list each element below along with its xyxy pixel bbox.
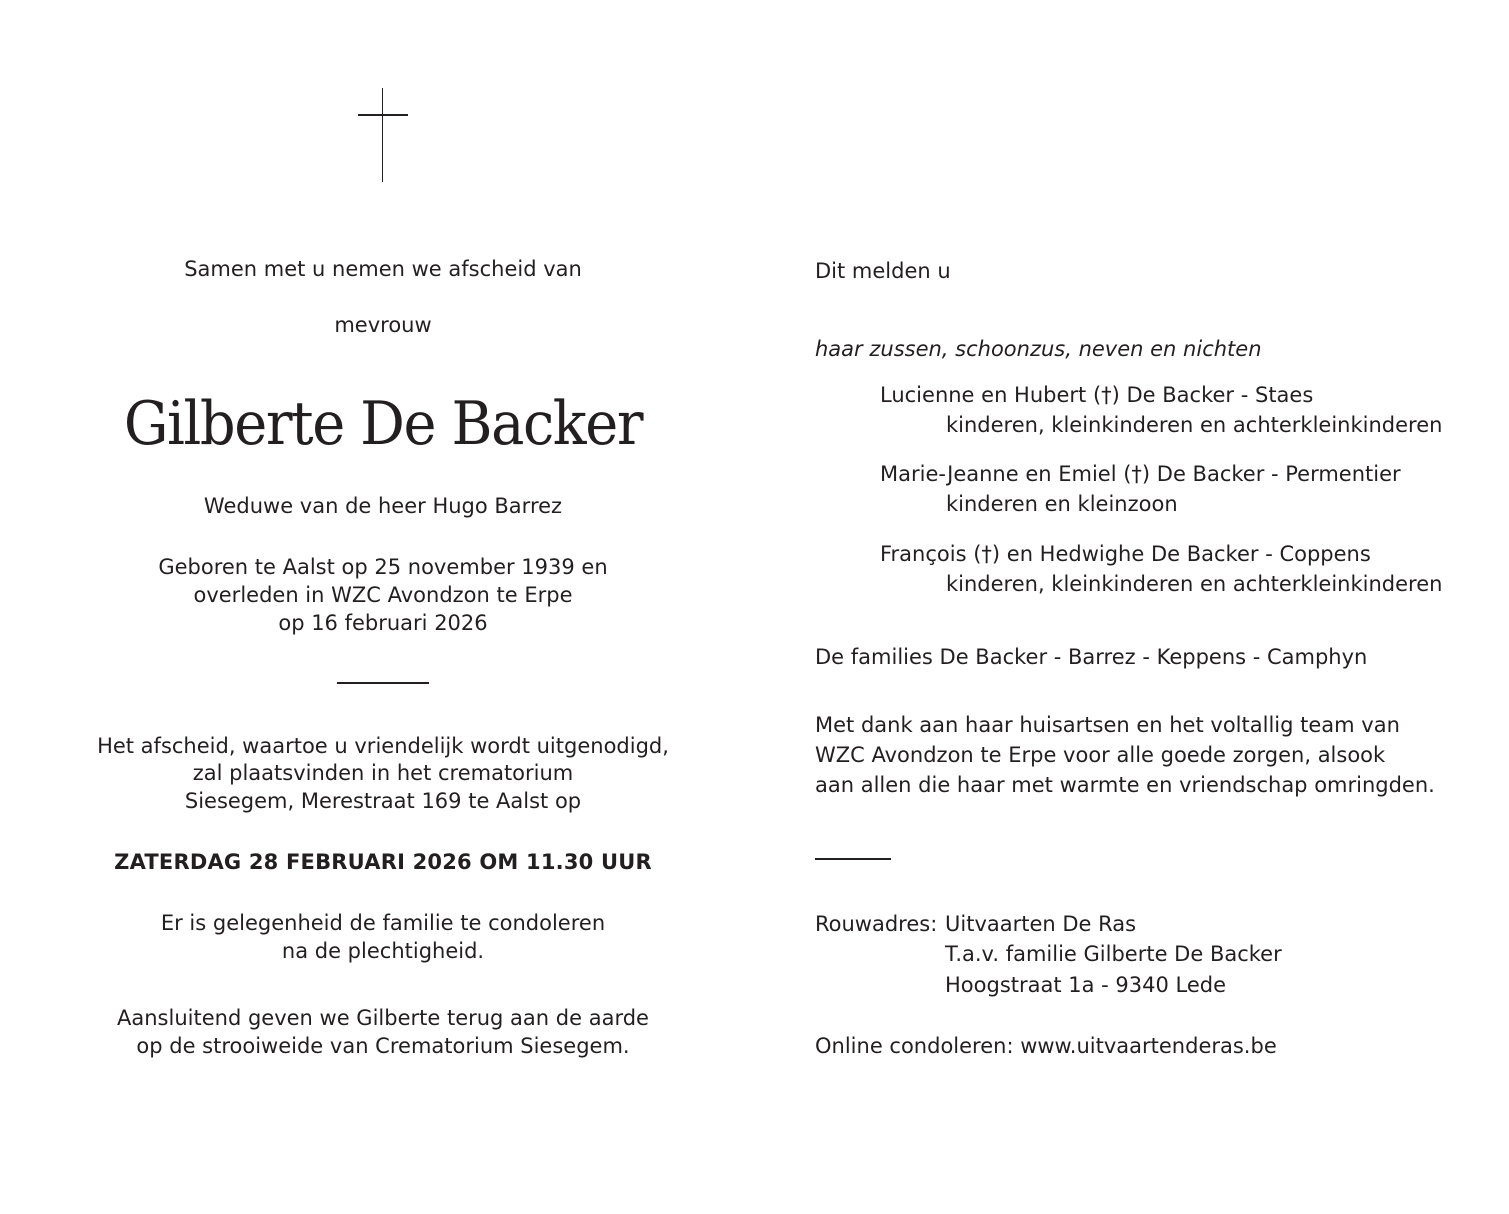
family-1-sub: kinderen, kleinkinderen en achterkleinkinderen — [946, 413, 1443, 437]
thanks-line-1: Met dank aan haar huisartsen en het voltallig team van — [815, 713, 1400, 737]
address-line-2: T.a.v. familie Gilberte De Backer — [945, 942, 1282, 966]
address-label: Rouwadres: — [815, 912, 938, 936]
relatives-heading: haar zussen, schoonzus, neven en nichten — [815, 337, 1262, 361]
family-3-sub: kinderen, kleinkinderen en achterkleinkinderen — [946, 572, 1443, 596]
farewell-line-1: Het afscheid, waartoe u vriendelijk wordt uitgenodigd, — [97, 734, 669, 758]
born-line-3: op 16 februari 2026 — [278, 611, 488, 635]
family-2-name: Marie-Jeanne en Emiel (†) De Backer - Permentier — [880, 462, 1401, 486]
divider-left — [337, 682, 429, 684]
families-line: De families De Backer - Barrez - Keppens - Camphyn — [815, 645, 1368, 669]
title-text: mevrouw — [334, 313, 432, 337]
farewell-line-2: zal plaatsvinden in het crematorium — [192, 761, 574, 785]
condolence-line-2: na de plechtigheid. — [281, 939, 485, 963]
widow-text: Weduwe van de heer Hugo Barrez — [203, 494, 563, 518]
family-3-name: François (†) en Hedwighe De Backer - Coppens — [880, 542, 1371, 566]
thanks-line-2: WZC Avondzon te Erpe voor alle goede zorgen, alsook — [815, 743, 1386, 767]
announce-intro: Dit melden u — [815, 259, 951, 283]
born-line-1: Geboren te Aalst op 25 november 1939 en — [158, 555, 608, 579]
address-line-3: Hoogstraat 1a - 9340 Lede — [945, 973, 1227, 997]
cross-icon — [358, 88, 408, 182]
born-line-2: overleden in WZC Avondzon te Erpe — [193, 583, 573, 607]
closing-line-1: Aansluitend geven we Gilberte terug aan de aarde — [117, 1006, 649, 1030]
condolence-line-1: Er is gelegenheid de familie te condoleren — [160, 911, 606, 935]
deceased-name: Gilberte De Backer — [123, 389, 643, 459]
intro-text: Samen met u nemen we afscheid van — [184, 257, 582, 281]
farewell-line-3: Siesegem, Merestraat 169 te Aalst op — [184, 789, 582, 813]
online-condolence: Online condoleren: www.uitvaartenderas.be — [815, 1034, 1277, 1058]
closing-line-2: op de strooiweide van Crematorium Siesegem. — [136, 1034, 630, 1058]
family-1-name: Lucienne en Hubert (†) De Backer - Staes — [880, 383, 1314, 407]
address-line-1: Uitvaarten De Ras — [945, 912, 1137, 936]
ceremony-date: ZATERDAG 28 FEBRUARI 2026 OM 11.30 UUR — [114, 850, 652, 874]
family-2-sub: kinderen en kleinzoon — [946, 492, 1178, 516]
thanks-line-3: aan allen die haar met warmte en vriendschap omringden. — [815, 773, 1435, 797]
divider-right — [815, 858, 891, 860]
